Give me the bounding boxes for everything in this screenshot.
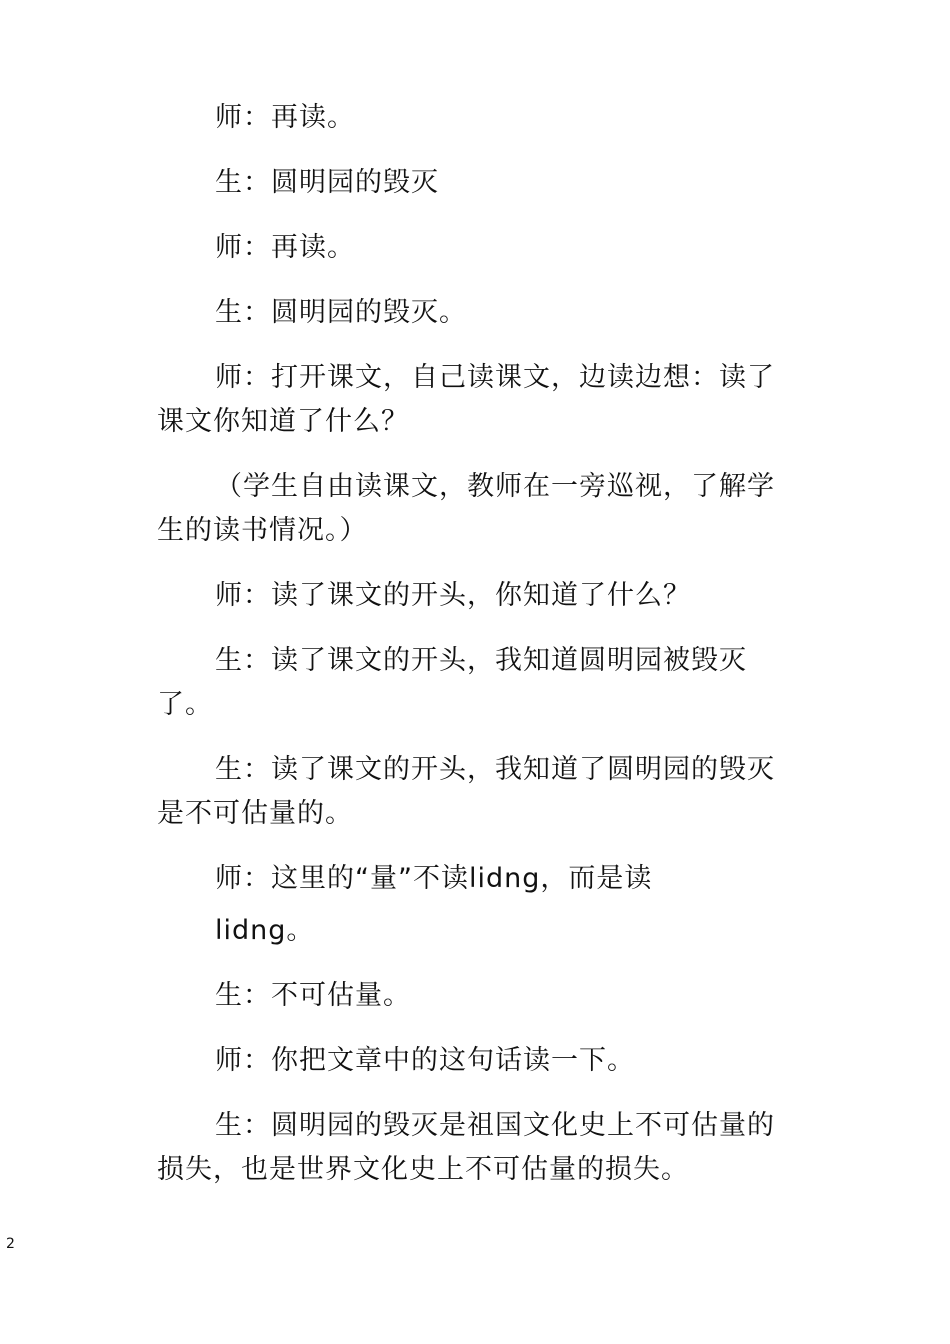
- document-body: [157, 96, 797, 1213]
- paragraph-3: 师：再读。: [215, 232, 355, 263]
- paragraph-7: 师：读了课文的开头，你知道了什么？: [215, 580, 691, 611]
- paragraph-4: 生：圆明园的毁灭。: [215, 297, 467, 328]
- paragraph-5: 师：打开课文，自己读课文，边读边想：读了课文你知道了什么？: [157, 362, 775, 437]
- paragraph-11: lidng。: [215, 915, 315, 946]
- paragraph-10: 师：这里的“量”不读lidng，而是读: [215, 863, 653, 894]
- paragraph-6: （学生自由读课文，教师在一旁巡视，了解学生的读书情况。）: [157, 471, 775, 546]
- page-number: 2: [6, 1236, 15, 1252]
- paragraph-12: 生：不可估量。: [215, 980, 411, 1011]
- paragraph-14: 生：圆明园的毁灭是祖国文化史上不可估量的损失，也是世界文化史上不可估量的损失。: [157, 1110, 775, 1185]
- paragraph-9: 生：读了课文的开头，我知道了圆明园的毁灭是不可估量的。: [157, 754, 775, 829]
- paragraph-13: 师：你把文章中的这句话读一下。: [215, 1045, 635, 1076]
- paragraph-2: 生：圆明园的毁灭: [215, 167, 439, 198]
- paragraph-1: 师：再读。: [215, 102, 355, 133]
- paragraph-8: 生：读了课文的开头，我知道圆明园被毁灭了。: [157, 645, 747, 720]
